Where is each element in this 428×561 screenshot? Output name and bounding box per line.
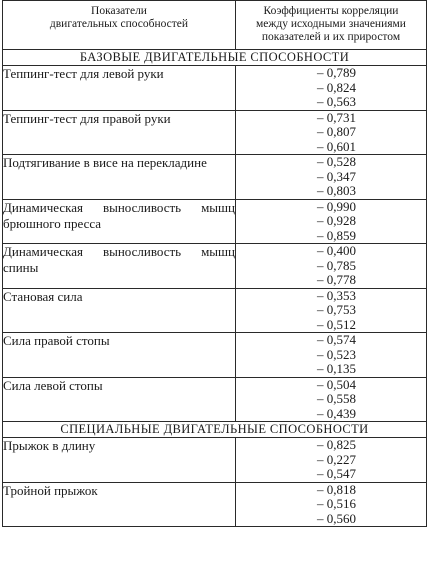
indicator-name: Сила правой стопы: [3, 333, 236, 378]
table-row: [3, 66, 427, 111]
correlation-value: – 0,601: [317, 138, 356, 154]
correlation-value: – 0,859: [317, 227, 356, 243]
correlation-value: – 0,400: [317, 243, 356, 258]
correlation-value: – 0,560: [317, 510, 356, 526]
correlation-value: – 0,818: [317, 481, 356, 497]
header-correlation-line: между исходными значениями: [256, 18, 406, 30]
section-title: СПЕЦИАЛЬНЫЕ ДВИГАТЕЛЬНЫЕ СПОСОБНОСТИ: [3, 422, 427, 438]
correlation-value: – 0,227: [317, 451, 356, 467]
correlation-values: [236, 110, 427, 155]
indicator-name: Сила левой стопы: [3, 377, 236, 422]
indicator-name: Динамическая выносливость мышц спины: [3, 244, 236, 289]
table-row: [3, 377, 427, 422]
table-row: [3, 438, 427, 483]
correlation-value: – 0,574: [317, 332, 356, 347]
indicator-name: Теппинг-тест для правой руки: [3, 110, 236, 155]
table-row: [3, 155, 427, 200]
correlation-value: – 0,512: [317, 316, 356, 332]
correlation-value: – 0,516: [317, 496, 356, 511]
header-correlation-line: Коэффициенты корреляции: [263, 5, 399, 17]
section-row: [3, 422, 427, 438]
section-row: [3, 50, 427, 66]
table-row: [3, 482, 427, 527]
correlation-value: – 0,803: [317, 183, 356, 198]
correlation-values: [236, 155, 427, 200]
table-row: [3, 110, 427, 155]
correlation-values: [236, 66, 427, 111]
correlation-values: [236, 377, 427, 422]
correlation-value: – 0,558: [317, 391, 356, 406]
correlation-table: [2, 0, 427, 527]
indicator-name: Тройной прыжок: [3, 482, 236, 527]
correlation-value: – 0,731: [317, 109, 356, 125]
correlation-value: – 0,504: [317, 376, 356, 392]
correlation-values: [236, 244, 427, 289]
section-title: БАЗОВЫЕ ДВИГАТЕЛЬНЫЕ СПОСОБНОСТИ: [3, 50, 427, 66]
correlation-value: – 0,807: [317, 124, 356, 139]
header-correlation: [236, 1, 427, 50]
correlation-value: – 0,789: [317, 65, 356, 80]
correlation-value: – 0,778: [317, 272, 356, 287]
correlation-value: – 0,528: [317, 154, 356, 169]
correlation-values: [236, 438, 427, 483]
correlation-values: [236, 333, 427, 378]
correlation-value: – 0,563: [317, 94, 356, 109]
correlation-value: – 0,753: [317, 302, 356, 317]
correlation-value: – 0,990: [317, 198, 356, 214]
correlation-value: – 0,825: [317, 437, 356, 452]
correlation-value: – 0,135: [317, 361, 356, 376]
indicator-name: Подтягивание в висе на перекладине: [3, 155, 236, 200]
correlation-values: [236, 199, 427, 244]
table-row: [3, 244, 427, 289]
table-row: [3, 288, 427, 333]
correlation-value: – 0,353: [317, 287, 356, 303]
correlation-value: – 0,439: [317, 405, 356, 421]
header-indicators: [3, 1, 236, 50]
correlation-values: [236, 482, 427, 527]
correlation-value: – 0,347: [317, 168, 356, 184]
indicator-name: Прыжок в длину: [3, 438, 236, 483]
correlation-value: – 0,928: [317, 213, 356, 228]
correlation-values: [236, 288, 427, 333]
table-row: [3, 199, 427, 244]
header-indicators-line: Показатели: [91, 5, 147, 17]
header-indicators-line: двигательных способностей: [49, 18, 189, 30]
correlation-value: – 0,523: [317, 346, 356, 362]
correlation-value: – 0,785: [317, 257, 356, 273]
table-row: [3, 333, 427, 378]
header-correlation-line: показателей и их приростом: [261, 31, 401, 43]
indicator-name: Теппинг-тест для левой руки: [3, 66, 236, 111]
correlation-value: – 0,824: [317, 79, 356, 95]
indicator-name: Становая сила: [3, 288, 236, 333]
indicator-name: Динамическая выносливость мышц брюшного пресса: [3, 199, 236, 244]
correlation-value: – 0,547: [317, 466, 356, 481]
table-header-row: [3, 1, 427, 50]
table-body: [3, 50, 427, 527]
